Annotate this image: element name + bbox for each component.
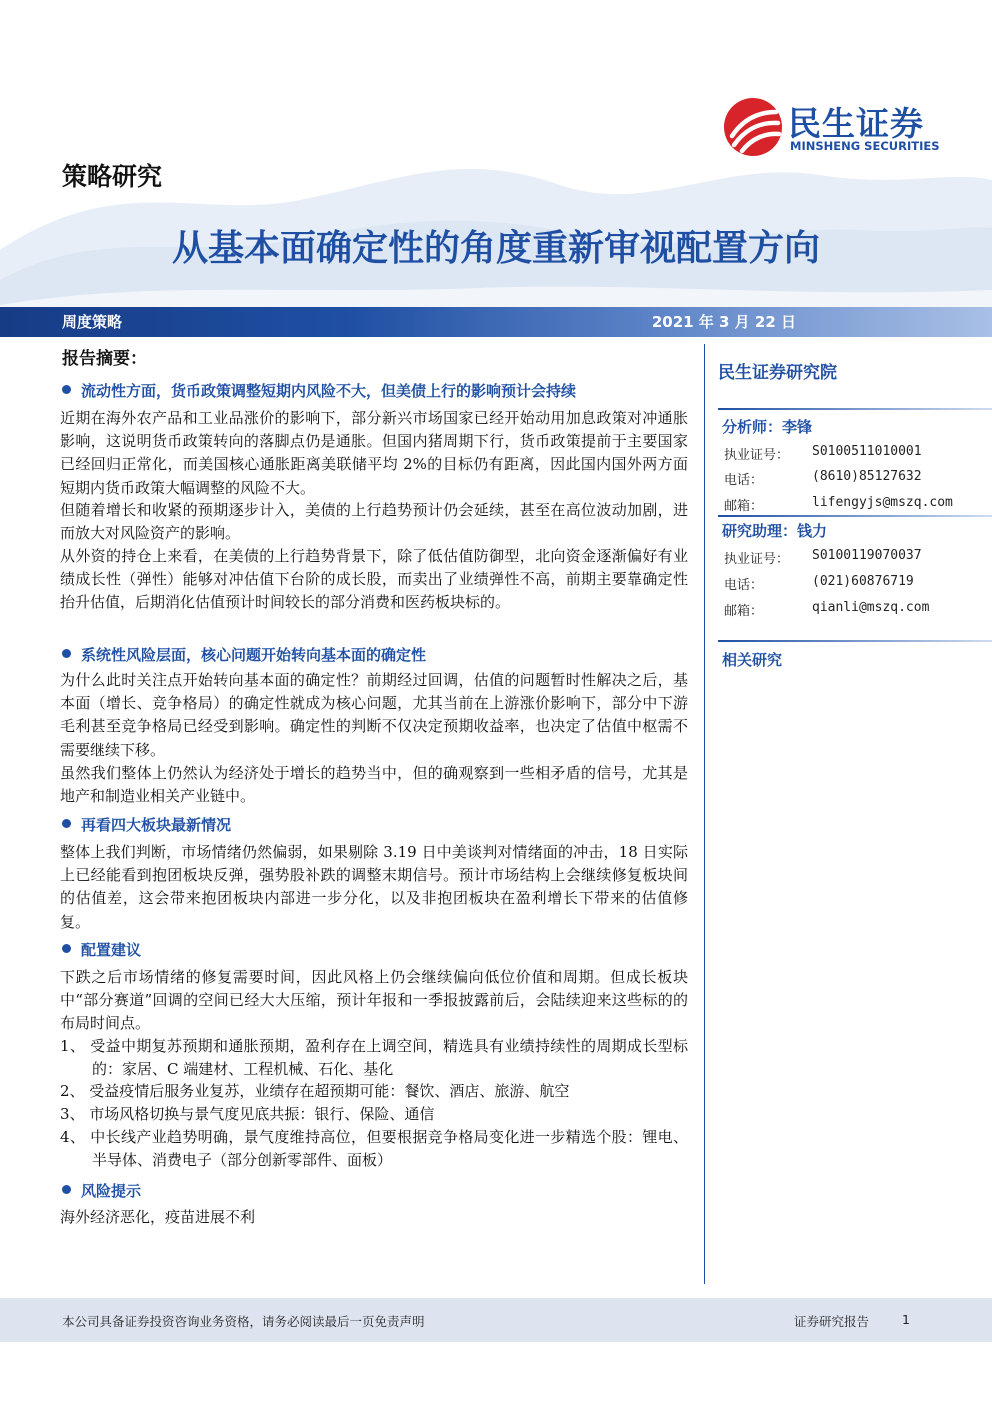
report-category: 策略研究 (62, 162, 163, 191)
paragraph: 近期在海外农产品和工业品涨价的影响下，部分新兴市场国家已经开始动用加息政策对冲通胀影响，这说明货币政策转向的落脚点仍是通胀。但国内猪周期下行，货币政策提前于主要国家已经回归正常化，而美国核心通胀距离美联储平均 2%的目标仍有距离，因此国内国外两方面短期内货币政策大幅调整的风险不大。 (60, 409, 688, 497)
section-heading: 再看四大板块最新情况 (62, 814, 231, 835)
assistant-phone-value: (021)60876719 (812, 574, 914, 589)
paragraph: 但随着增长和收紧的预期逐步计入，美债的上行趋势预计仍会延续，甚至在高位波动加剧，进而放大对风险资产的影响。 (60, 501, 688, 543)
paragraph: 从外资的持仓上来看，在美债的上行趋势背景下，除了低估值防御型，北向资金逐渐偏好有业绩成长性（弹性）能够对冲估值下台阶的成长股，而卖出了业绩弹性不高，前期主要靠确定性抬升估值，后期消化估值预计时间较长的部分消费和医药板块标的。 (60, 547, 688, 612)
report-type-bar (0, 307, 992, 337)
paragraph: 为什么此时关注点开始转向基本面的确定性？前期经过回调，估值的问题暂时性解决之后，基本面（增长、竞争格局）的确定性就成为核心问题，尤其当前在上游涨价影响下，部分中下游毛利甚至竞争格局已经受到影响。确定性的判断不仅决定预期收益率，也决定了估值中枢需不需要继续下移。 (60, 671, 688, 759)
bullet-icon (62, 649, 71, 658)
paragraph: 海外经济恶化，疫苗进展不利 (60, 1208, 256, 1226)
analyst-phone-value: (8610)85127632 (812, 469, 922, 484)
analyst-license-value: S0100511010001 (812, 444, 922, 459)
divider (718, 515, 992, 517)
page-footer (0, 1298, 992, 1342)
analyst-email-value[interactable]: lifengyjs@mszq.com (812, 495, 953, 510)
list-item: 4、 中长线产业趋势明确，景气度维持高位，但要根据竞争格局变化进一步精选个股：锂电、半导体、消费电子（部分创新零部件、面板） (60, 1128, 688, 1170)
section-heading: 流动性方面，货币政策调整短期内风险不大，但美债上行的影响预计会持续 (62, 380, 576, 401)
assistant-phone-label: 电话： (724, 578, 764, 593)
bullet-icon (62, 385, 71, 394)
list-item: 3、 市场风格切换与景气度见底共振：银行、保险、通信 (60, 1105, 435, 1123)
brand-name-en: MINSHENG SECURITIES (790, 139, 940, 153)
assistant-email-label: 邮箱： (724, 604, 764, 619)
assistant-license-value: S0100119070037 (812, 548, 922, 563)
related-research-heading: 相关研究 (722, 651, 783, 669)
footer-disclaimer: 本公司具备证券投资咨询业务资格，请务必阅读最后一页免责声明 (62, 1314, 425, 1329)
assistant-email-value[interactable]: qianli@mszq.com (812, 600, 930, 615)
list-item: 2、 受益疫情后服务业复苏，业绩存在超预期可能：餐饮、酒店、旅游、航空 (60, 1082, 570, 1100)
bullet-icon (62, 1185, 71, 1194)
bullet-icon (62, 819, 71, 828)
analyst-email-label: 邮箱： (724, 499, 764, 514)
summary-label: 报告摘要： (62, 349, 147, 369)
bullet-icon (62, 944, 71, 953)
page-number: 1 (902, 1312, 910, 1327)
analyst-license-label: 执业证号： (724, 448, 790, 463)
section-heading: 系统性风险层面，核心问题开始转向基本面的确定性 (62, 644, 426, 665)
analyst-phone-label: 电话： (724, 473, 764, 488)
divider (718, 640, 992, 642)
brand-name-cn: 民生证券 (788, 104, 924, 143)
report-type: 周度策略 (62, 313, 123, 331)
brand-logo (722, 96, 952, 160)
section-heading: 风险提示 (62, 1180, 141, 1201)
report-title: 从基本面确定性的角度重新审视配置方向 (171, 228, 820, 269)
column-divider (704, 344, 705, 1284)
minsheng-logo-icon (722, 96, 784, 158)
assistant-heading: 研究助理：钱力 (722, 522, 828, 540)
assistant-license-label: 执业证号： (724, 552, 790, 567)
section-heading: 配置建议 (62, 939, 141, 960)
list-item: 1、 受益中期复苏预期和通胀预期，盈利存在上调空间，精选具有业绩持续性的周期成长型标的：家居、C 端建材、工程机械、石化、基化 (60, 1037, 688, 1079)
footer-doc-type: 证券研究报告 (794, 1314, 870, 1329)
report-date: 2021 年 3 月 22 日 (651, 313, 796, 331)
divider (718, 408, 992, 410)
paragraph: 下跌之后市场情绪的修复需要时间，因此风格上仍会继续偏向低位价值和周期。但成长板块中“部分赛道”回调的空间已经大大压缩，预计年报和一季报披露前后，会陆续迎来这些标的的布局时间点。 (60, 968, 688, 1033)
paragraph: 虽然我们整体上仍然认为经济处于增长的趋势当中，但的确观察到一些相矛盾的信号，尤其是地产和制造业相关产业链中。 (60, 764, 688, 806)
analyst-heading: 分析师：李锋 (722, 418, 813, 436)
institute-name: 民生证券研究院 (718, 363, 837, 383)
paragraph: 整体上我们判断，市场情绪仍然偏弱，如果剔除 3.19 日中美谈判对情绪面的冲击，18 日实际上已经能看到抱团板块反弹，强势股补跌的调整末期信号。预计市场结构上会继续修复板块间的估值差，这会带来抱团板块内部进一步分化，以及非抱团板块在盈利增长下带来的估值修复。 (60, 843, 688, 931)
